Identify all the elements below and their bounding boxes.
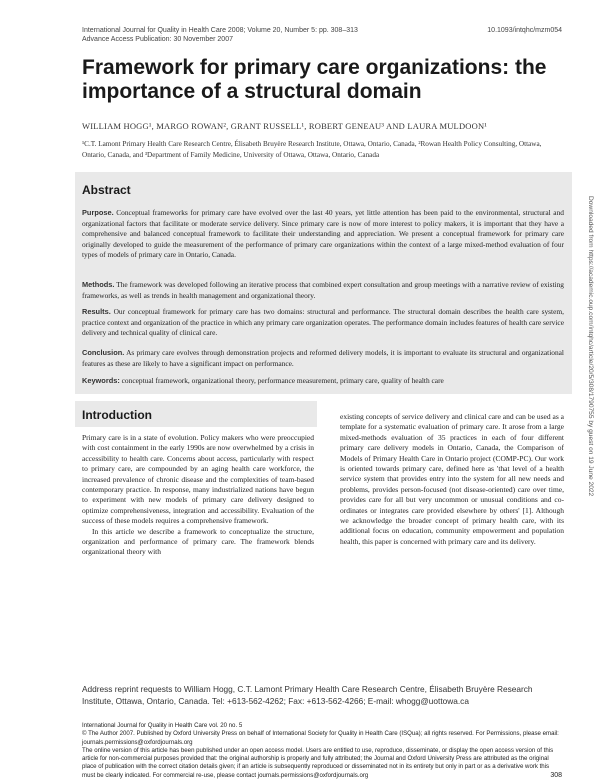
abstract-methods	[82, 280, 564, 301]
page-footer	[82, 722, 562, 780]
abstract-conclusion	[82, 348, 564, 369]
keywords-text: conceptual framework, organizational theory, performance measurement, primary care, quality of health care	[121, 376, 444, 385]
footer-journal: International Journal for Quality in Health Care vol. 20 no. 5	[82, 722, 243, 729]
introduction-heading: Introduction	[82, 408, 152, 422]
abstract-heading: Abstract	[82, 183, 131, 197]
download-side-note	[586, 196, 596, 636]
conclusion-text: As primary care evolves through demonstration projects and reformed delivery models, it is important to evaluate its structural and organizational features as these are likely to have a significant impact on performance.	[82, 348, 564, 368]
advance-access-date: Advance Access Publication: 30 November 2007	[82, 36, 233, 43]
author-list: WILLIAM HOGG¹, MARGO ROWAN², GRANT RUSSELL¹, ROBERT GENEAU³ AND LAURA MULDOON¹	[82, 121, 488, 131]
methods-text: The framework was developed following an iterative process that combined expert consultation and group meetings with a narrative review of existing frameworks, as well as trends in health management and organizational theory.	[82, 280, 564, 300]
affiliations: ¹C.T. Lamont Primary Health Care Research Centre, Élisabeth Bruyère Research Institute, Ottawa, Ontario, Canada, ²Rowan Health Policy Consulting, Ottawa, Ontario, Canada, and ³Department of Family Medicine, University of Ottawa, Ottawa, Ontario, Canada	[82, 140, 542, 159]
keywords-label: Keywords:	[82, 376, 120, 385]
page-number: 308	[550, 771, 562, 779]
footer-license: The online version of this article has been published under an open access model. Users are entitled to use, reproduce, disseminate, or display the open access version of this article for non-commercial purposes provided that: the original authorship is properly and fully attributed; the Journal and Oxford University Press are attributed as the original place of publication with the correct citation details given; if an article is subsequently reproduced or disseminated not in its entirety but only in part or as a derivative work this must be clearly indicated. For commercial re-use, please contact journals.permissions@oxfordjournals.org	[82, 746, 554, 779]
footer-copyright: © The Author 2007. Published by Oxford University Press on behalf of International Society for Quality in Health Care (ISQua); all rights reserved. For Permissions, please email: journals.permissions@oxfordjournals.org	[82, 730, 559, 746]
purpose-text: Conceptual frameworks for primary care have evolved over the last 40 years, yet little attention has been paid to the environmental, structural and organizational factors that facilitate or moderate service delivery. Since primary care is now of more interest to policy makers, it is important that they have a comprehensive and balanced conceptual framework to facilitate their understanding and appreciation. We present a conceptual framework for primary care originally developed to guide the measurement of the performance of primary care organizations within the context of a large mixed-method evaluation of four types of models of primary care in Ontario, Canada.	[82, 208, 564, 259]
intro-paragraph-3: existing concepts of service delivery and clinical care and can be used as a template for a systematic evaluation of primary care. It arose from a large mixed-methods evaluation of 35 practices in each of four different primary care delivery models in Ontario, Canada, the Comparison of Models of Primary Health Care in Ontario project (COMP-PC). Our work is oriented towards primary care, defined here as 'that level of a health service system that provides entry into the system for all new needs and problems, provides person-focused (not disease-oriented) care over time, provides care for all but very uncommon or unusual conditions and co-ordinates or integrates care provided elsewhere by others' [1]. Although we acknowledge the broader concept of primary health care, with its additional focus on education, community empowerment and population health, this paper is concerned with primary care and its delivery.	[340, 412, 564, 546]
abstract-keywords	[82, 376, 564, 387]
conclusion-label: Conclusion.	[82, 348, 125, 357]
running-header	[82, 26, 562, 44]
purpose-label: Purpose.	[82, 208, 114, 217]
reprint-address: Address reprint requests to William Hogg, C.T. Lamont Primary Health Care Research Centre, Élisabeth Bruyère Research Institute, Ottawa, Ontario, Canada. Tel: +613-562-4262; Fax: +613-562-4266; E-mail: whogg@uottowa.ca	[82, 684, 533, 706]
doi[interactable]: 10.1093/intqhc/mzm054	[487, 27, 562, 34]
journal-citation: International Journal for Quality in Health Care 2008; Volume 20, Number 5: pp. 308–313	[82, 27, 358, 34]
abstract-results	[82, 307, 564, 339]
intro-paragraph-2: In this article we describe a framework to conceptualize the structure, organization and performance of primary care. The framework blends organizational theory with	[82, 526, 314, 557]
methods-label: Methods.	[82, 280, 115, 289]
left-column	[82, 433, 314, 558]
intro-paragraph-1: Primary care is in a state of evolution. Policy makers who were preoccupied with cost containment in the early 1990s are now overwhelmed by a crisis in accessibility to health care. Concerns about access, particularly with respect to primary care, are compounded by an aging health care workforce, the increased prevalence of chronic disease and the complexities of team-based contemporary practice. In response, many industrialized nations have begun to experiment with new models of primary care delivery designed to optimize comprehensiveness, integration and accessibility. Evaluation of the success of these models requires a comprehensive framework.	[82, 433, 314, 526]
download-note-text: Downloaded from https://academic.oup.com/intqhc/article/20/5/308/1790755 by guest on 19 June 2022	[587, 196, 594, 497]
results-text: Our conceptual framework for primary care has two domains: structural and performance. The structural domain describes the health care system, practice context and organization of the practice in which any primary care organization operates. The performance domain includes features of health care service delivery and technical quality of clinical care.	[82, 307, 564, 337]
abstract-purpose	[82, 208, 564, 261]
results-label: Results.	[82, 307, 111, 316]
article-title: Framework for primary care organizations: the importance of a structural domain	[82, 56, 547, 103]
right-column	[340, 412, 564, 547]
